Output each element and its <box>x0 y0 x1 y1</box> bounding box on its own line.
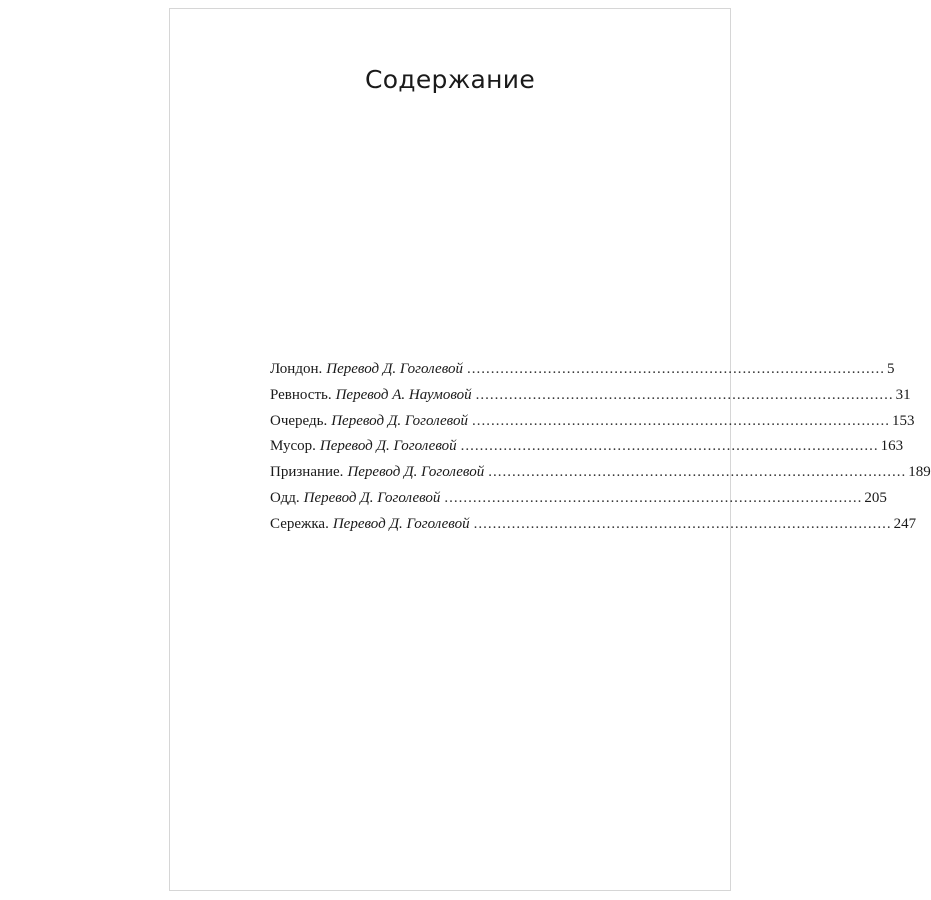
toc-entry <box>270 515 917 542</box>
dot-leader: ........................................................................................ <box>473 515 892 532</box>
book-page <box>169 8 931 891</box>
toc-entry-translator: Перевод Д. Гоголевой <box>303 489 441 506</box>
dot-leader: ........................................................................................ <box>460 438 879 455</box>
toc-entry-translator: Перевод Д. Гоголевой <box>332 515 470 532</box>
toc-entry-page-number: 247 <box>893 515 917 532</box>
toc-entry-translator: Перевод Д. Гоголевой <box>347 464 485 481</box>
dot-leader: ........................................................................................ <box>488 464 907 481</box>
contents-heading: Содержание <box>364 65 536 94</box>
toc-entry-title: Ревность. <box>270 386 332 403</box>
toc-entry <box>270 489 887 516</box>
toc-entry-page-number: 163 <box>880 438 904 455</box>
toc-entry-translator: Перевод А. Наумовой <box>335 386 472 403</box>
dot-leader: ........................................................................................ <box>471 412 890 429</box>
toc-entry <box>270 361 895 387</box>
toc-entry-title: Признание. <box>270 464 344 481</box>
toc-entry-title: Сережка. <box>270 515 329 532</box>
toc-entry-translator: Перевод Д. Гоголевой <box>326 361 464 377</box>
toc-entry <box>270 386 911 413</box>
toc-entry-page-number: 5 <box>887 361 895 377</box>
dot-leader: ........................................................................................ <box>475 386 894 403</box>
toc-entry-page-number: 205 <box>864 489 887 506</box>
toc-entry-page-number: 153 <box>891 412 915 429</box>
toc-entry-title: Мусор. <box>270 438 316 455</box>
toc-entry <box>270 438 904 464</box>
toc-entry-translator: Перевод Д. Гоголевой <box>331 412 468 429</box>
table-of-contents <box>270 361 931 542</box>
toc-entry-title: Очередь. <box>270 412 328 429</box>
toc-entry-translator: Перевод Д. Гоголевой <box>319 438 457 455</box>
toc-entry-page-number: 189 <box>908 464 931 481</box>
dot-leader: ........................................................................................ <box>467 361 886 377</box>
toc-entry-title: Одд. <box>270 489 300 506</box>
toc-entry-page-number: 31 <box>895 386 911 403</box>
toc-entry <box>270 464 931 490</box>
dot-leader: ........................................................................................ <box>444 489 863 506</box>
toc-entry <box>270 412 915 439</box>
toc-entry-title: Лондон. <box>270 361 323 377</box>
